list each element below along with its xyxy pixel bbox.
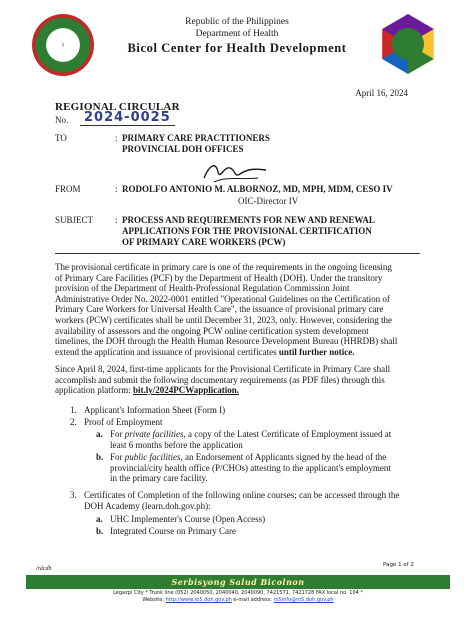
sublist-line: in the primary care facility. bbox=[110, 473, 208, 484]
para-line: accomplish and submit the following documentary requirements (as PDF files) through this bbox=[55, 374, 385, 385]
para-line: Administrative Order No. 2022-0001 entitled "Operational Guidelines on the Certification of bbox=[55, 293, 390, 304]
sublist-item bbox=[110, 429, 410, 450]
document-date: April 16, 2024 bbox=[355, 88, 408, 98]
sublist-letter: b. bbox=[96, 526, 104, 536]
body-paragraph-2 bbox=[55, 364, 423, 396]
letterhead-office: Bicol Center for Health Development bbox=[127, 41, 347, 55]
from-label: FROM bbox=[55, 184, 81, 194]
to-colon: : bbox=[115, 133, 118, 143]
footer-slogan: Serbisyong Salud Bicolnon bbox=[171, 577, 305, 587]
sublist-text: For bbox=[110, 429, 123, 439]
from-sender: RODOLFO ANTONIO M. ALBORNOZ, MD, MPH, MDM, CESO IV bbox=[122, 184, 393, 194]
list-item: Proof of Employment bbox=[84, 417, 163, 427]
sublist-letter: a. bbox=[96, 514, 103, 524]
para-text: application platform: bbox=[55, 385, 131, 396]
para-line: Since April 8, 2024, first-time applicants for the Provisional Certificate in Primary Care shall bbox=[55, 364, 391, 374]
subject-line: APPLICATIONS FOR THE PROVISIONAL CERTIFICATION bbox=[122, 226, 372, 236]
subject-text bbox=[122, 215, 422, 248]
seal-center: ⚕ bbox=[61, 41, 65, 49]
subject-line: OF PRIMARY CARE WORKERS (PCW) bbox=[122, 237, 286, 247]
list-item bbox=[84, 490, 424, 511]
doh-seal-logo bbox=[32, 14, 94, 76]
from-colon: : bbox=[115, 184, 118, 194]
footer-contact-line: Legazpi City * Trunk line (052) 2040050, 2040040, 2040090, 7421571, 7421728 FAX local no. 104 * bbox=[113, 590, 363, 596]
letterhead-department: Department of Health bbox=[195, 29, 279, 39]
list-item: Applicant's Information Sheet (Form I) bbox=[84, 405, 226, 415]
from-position: OIC-Director IV bbox=[238, 196, 299, 206]
para-text: extend the application and issuance of provisional certificates bbox=[55, 346, 277, 357]
sublist-item bbox=[110, 452, 410, 484]
para-emphasis: until further notice. bbox=[278, 346, 355, 357]
list-line: Certificates of Completion of the following online courses; can be accessed through the bbox=[84, 490, 400, 500]
letterhead-republic: Republic of the Philippines bbox=[185, 17, 289, 27]
footer-web-line bbox=[26, 597, 450, 603]
list-number: 3. bbox=[70, 490, 77, 500]
sublist-emphasis: public facilities, bbox=[124, 452, 183, 462]
list-number: 1. bbox=[70, 405, 77, 415]
sublist-item: UHC Implementer's Course (Open Access) bbox=[110, 514, 266, 524]
para-line: timelines, the DOH through the Health Human Resource Development Bureau (HHRDB) shall bbox=[55, 336, 398, 347]
sublist-letter: a. bbox=[96, 429, 103, 439]
circular-no-label: No. bbox=[55, 115, 69, 125]
sublist-letter: b. bbox=[96, 452, 104, 462]
subject-label: SUBJECT bbox=[55, 215, 94, 225]
bchd-logo-center bbox=[392, 28, 424, 60]
footer-slogan-bar bbox=[26, 575, 450, 589]
circular-number: 2024-0025 bbox=[80, 110, 175, 126]
sublist-line bbox=[110, 452, 410, 463]
sublist-emphasis: private facilities, bbox=[124, 429, 186, 439]
subject-line: PROCESS AND REQUIREMENTS FOR NEW AND RENEWAL bbox=[122, 215, 375, 225]
para-line: of Primary Care Facilities (PCF) by the Department of Health (DOH). Under the transitory bbox=[55, 272, 383, 283]
bchd-logo bbox=[378, 14, 438, 74]
para-line: Primary Care Workers for Universal Health Care", the issuance of provisional primary care bbox=[55, 304, 384, 315]
para-line: workers (PCW) certificates shall be until December 31, 2023, only. However, considering the bbox=[55, 314, 392, 325]
to-line: PROVINCIAL DOH OFFICES bbox=[122, 144, 244, 154]
list-number: 2. bbox=[70, 417, 77, 427]
para-line: availability of assessors and the ongoing PCW online certification system development bbox=[55, 325, 369, 336]
to-line: PRIMARY CARE PRACTITIONERS bbox=[122, 133, 270, 143]
list-line: DOH Academy (learn.doh.gov.ph): bbox=[84, 500, 211, 511]
to-recipients bbox=[122, 133, 270, 155]
sublist-item: Integrated Course on Primary Care bbox=[110, 526, 236, 536]
footer-text: Website: bbox=[142, 597, 165, 603]
sublist-text: For bbox=[110, 452, 123, 462]
application-link[interactable]: bit.ly/2024PCWapplication. bbox=[132, 385, 239, 396]
para-line bbox=[55, 385, 423, 396]
sublist-line bbox=[110, 429, 410, 440]
sublist-text: a copy of the Latest Certificate of Employment issued at bbox=[188, 429, 392, 439]
website-link[interactable]: http://www.ro5.doh.gov.ph bbox=[165, 597, 232, 603]
document-initials: /rdcdb bbox=[36, 566, 52, 572]
letterhead bbox=[100, 16, 374, 56]
sublist-line: provincial/city health office (P/CHOs) attesting to the applicant's employment bbox=[110, 462, 391, 473]
to-label: TO bbox=[55, 133, 67, 143]
sublist-line: least 6 months before the application bbox=[110, 439, 243, 450]
circular-title: REGIONAL CIRCULAR bbox=[55, 101, 180, 113]
body-paragraph-1 bbox=[55, 262, 423, 357]
para-line bbox=[55, 347, 423, 358]
header-divider bbox=[55, 253, 420, 254]
email-link[interactable]: ro5info@ro5.doh.gov.ph bbox=[273, 597, 334, 603]
para-line: provision of the Department of Health-Professional Regulation Commission Joint bbox=[55, 283, 350, 294]
para-line: The provisional certificate in primary care is one of the requirements in the ongoing licensing bbox=[55, 262, 392, 272]
sublist-text: an Endorsement of Applicants signed by the head of the bbox=[185, 452, 387, 462]
signature-mark bbox=[200, 158, 270, 186]
subject-colon: : bbox=[115, 215, 118, 225]
page-number: Page 1 of 2 bbox=[383, 562, 414, 568]
footer-text: e-mail address: bbox=[233, 597, 272, 603]
